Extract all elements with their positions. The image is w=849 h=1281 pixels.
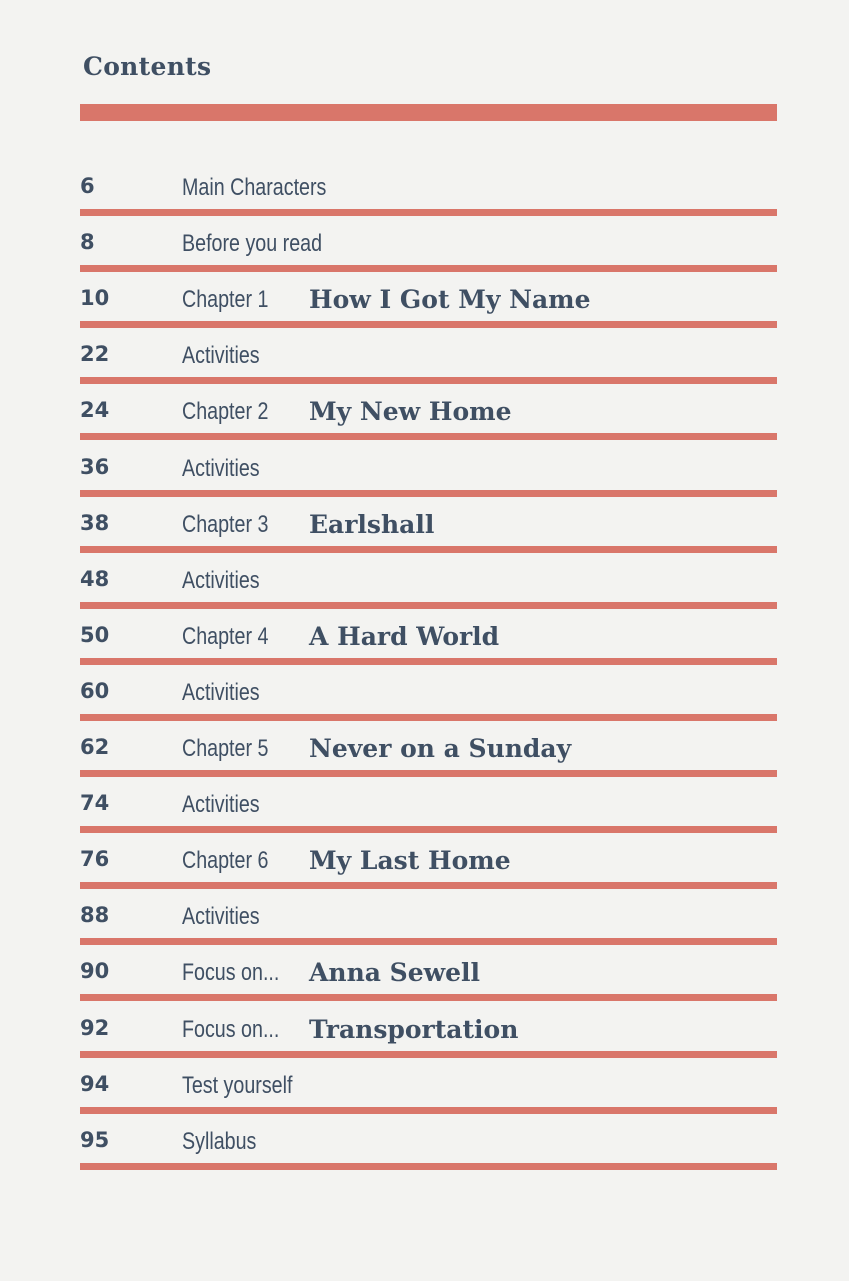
toc-entry[interactable] (80, 833, 777, 889)
toc-entry[interactable] (80, 945, 777, 1001)
row-divider (80, 938, 777, 945)
row-divider (80, 602, 777, 609)
toc-section-label: Activities (182, 454, 260, 482)
toc-page-number: 76 (80, 847, 110, 872)
toc-entry[interactable] (80, 553, 777, 609)
toc-entry[interactable] (80, 777, 777, 833)
row-divider (80, 377, 777, 384)
toc-entry[interactable] (80, 272, 777, 328)
toc-entry[interactable] (80, 441, 777, 497)
row-divider (80, 1163, 777, 1170)
row-divider (80, 994, 777, 1001)
row-divider (80, 826, 777, 833)
row-divider (80, 1051, 777, 1058)
toc-page-number: 6 (80, 174, 95, 198)
toc-page-number: 48 (80, 566, 110, 591)
toc-chapter-title: Transportation (309, 1014, 519, 1044)
toc-chapter-title: Never on a Sunday (309, 734, 572, 763)
toc-chapter-title: Earlshall (309, 509, 435, 539)
toc-page-number: 50 (80, 622, 110, 647)
toc-section-label: Chapter 5 (182, 735, 269, 762)
toc-section-label: Focus on... (182, 959, 280, 987)
toc-chapter-title: Anna Sewell (309, 958, 481, 988)
top-rule (80, 104, 777, 121)
toc-page-number: 24 (80, 398, 110, 423)
toc-entry[interactable] (80, 160, 777, 216)
row-divider (80, 714, 777, 721)
toc-entry[interactable] (80, 609, 777, 665)
toc-entry[interactable] (80, 328, 777, 384)
toc-section-label: Syllabus (182, 1127, 257, 1155)
toc-section-label: Activities (182, 678, 260, 706)
toc-entry[interactable] (80, 1114, 777, 1170)
row-divider (80, 658, 777, 665)
toc-entry[interactable] (80, 665, 777, 721)
toc-entry[interactable] (80, 497, 777, 553)
toc-page-number: 36 (80, 454, 110, 479)
toc-section-label: Activities (182, 791, 260, 819)
toc-page-number: 74 (80, 791, 110, 816)
toc-entry[interactable] (80, 1058, 777, 1114)
row-divider (80, 490, 777, 497)
toc-entry[interactable] (80, 889, 777, 945)
toc-chapter-title: How I Got My Name (309, 285, 591, 315)
row-divider (80, 433, 777, 440)
toc-page-number: 10 (80, 286, 110, 311)
toc-page-number: 90 (80, 959, 110, 984)
toc-section-label: Chapter 1 (182, 286, 269, 314)
row-divider (80, 209, 777, 216)
toc-entry[interactable] (80, 384, 777, 440)
toc-page-number: 8 (80, 230, 95, 255)
toc-section-label: Activities (182, 566, 260, 594)
row-divider (80, 882, 777, 889)
toc-entry[interactable] (80, 721, 777, 777)
toc-section-label: Test yourself (182, 1071, 293, 1099)
toc-page-number: 88 (80, 903, 110, 928)
toc-section-label: Focus on... (182, 1015, 280, 1043)
toc-chapter-title: My New Home (309, 397, 512, 427)
toc-section-label: Activities (182, 903, 260, 931)
toc-section-label: Before you read (182, 230, 323, 258)
toc-section-label: Activities (182, 342, 260, 370)
row-divider (80, 265, 777, 272)
toc-chapter-title: A Hard World (309, 621, 500, 651)
toc-page-number: 60 (80, 678, 110, 703)
toc-page-number: 94 (80, 1071, 110, 1096)
toc-section-label: Chapter 2 (182, 398, 269, 426)
toc-page-number: 22 (80, 342, 110, 367)
toc-chapter-title: My Last Home (309, 846, 511, 876)
toc-entry[interactable] (80, 216, 777, 272)
row-divider (80, 1107, 777, 1114)
toc-page-number: 95 (80, 1127, 110, 1152)
toc-page-number: 38 (80, 510, 110, 535)
toc-page-number: 92 (80, 1015, 110, 1040)
toc-page-number: 62 (80, 735, 110, 759)
toc-section-label: Main Characters (182, 174, 327, 201)
row-divider (80, 321, 777, 328)
row-divider (80, 770, 777, 777)
toc-section-label: Chapter 3 (182, 510, 269, 538)
toc-section-label: Chapter 6 (182, 847, 269, 875)
row-divider (80, 546, 777, 553)
page-title: Contents (83, 52, 212, 81)
toc-section-label: Chapter 4 (182, 622, 269, 650)
toc-entry[interactable] (80, 1002, 777, 1058)
